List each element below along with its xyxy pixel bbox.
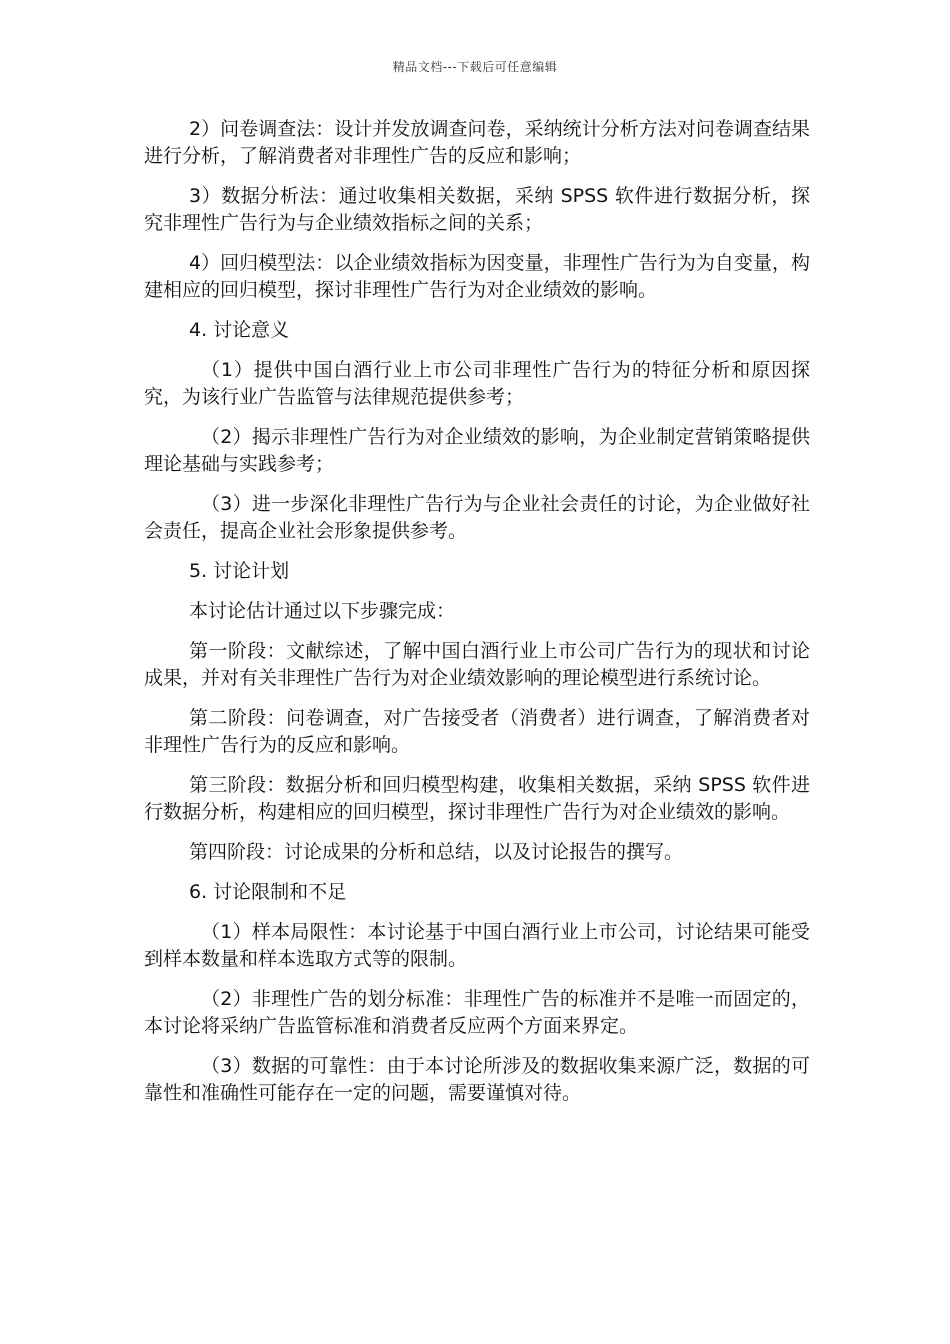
significance-item-3: （3）进一步深化非理性广告行为与企业社会责任的讨论，为企业做好社会责任，提高企业社会形象提供参考。	[144, 493, 810, 542]
plan-stage-4: 第四阶段：讨论成果的分析和总结，以及讨论报告的撰写。	[189, 841, 684, 863]
method-data-analysis: 3）数据分析法：通过收集相关数据，采纳 SPSS 软件进行数据分析，探究非理性广告行为与企业绩效指标之间的关系；	[144, 185, 810, 234]
plan-stage-3: 第三阶段：数据分析和回归模型构建，收集相关数据，采纳 SPSS 软件进行数据分析，构建相应的回归模型，探讨非理性广告行为对企业绩效的影响。	[144, 774, 810, 823]
plan-stage-1: 第一阶段：文献综述，了解中国白酒行业上市公司广告行为的现状和讨论成果，并对有关非理性广告行为对企业绩效影响的理论模型进行系统讨论。	[144, 640, 810, 689]
limitation-item-3: （3）数据的可靠性：由于本讨论所涉及的数据收集来源广泛，数据的可靠性和准确性可能存在一定的问题，需要谨慎对待。	[144, 1055, 810, 1104]
section-heading-limitations: 6. 讨论限制和不足	[189, 881, 347, 903]
plan-intro: 本讨论估计通过以下步骤完成：	[189, 600, 456, 622]
method-regression: 4）回归模型法：以企业绩效指标为因变量，非理性广告行为为自变量，构建相应的回归模型，探讨非理性广告行为对企业绩效的影响。	[144, 252, 810, 301]
plan-stage-2: 第二阶段：问卷调查，对广告接受者（消费者）进行调查，了解消费者对非理性广告行为的反应和影响。	[144, 707, 810, 756]
section-heading-plan: 5. 讨论计划	[189, 560, 290, 582]
section-heading-significance: 4. 讨论意义	[189, 319, 290, 341]
limitation-item-1: （1）样本局限性：本讨论基于中国白酒行业上市公司，讨论结果可能受到样本数量和样本选取方式等的限制。	[144, 921, 810, 970]
limitation-item-2: （2）非理性广告的划分标准：非理性广告的标准并不是唯一而固定的，本讨论将采纳广告监管标准和消费者反应两个方面来界定。	[144, 988, 810, 1037]
significance-item-2: （2）揭示非理性广告行为对企业绩效的影响，为企业制定营销策略提供理论基础与实践参考；	[144, 426, 810, 475]
page-header: 精品文档---下载后可任意编辑	[392, 60, 558, 74]
document-body	[144, 116, 810, 1120]
method-questionnaire: 2）问卷调查法：设计并发放调查问卷，采纳统计分析方法对问卷调查结果进行分析，了解消费者对非理性广告的反应和影响；	[144, 118, 810, 167]
significance-item-1: （1）提供中国白酒行业上市公司非理性广告行为的特征分析和原因探究，为该行业广告监管与法律规范提供参考；	[144, 359, 810, 408]
